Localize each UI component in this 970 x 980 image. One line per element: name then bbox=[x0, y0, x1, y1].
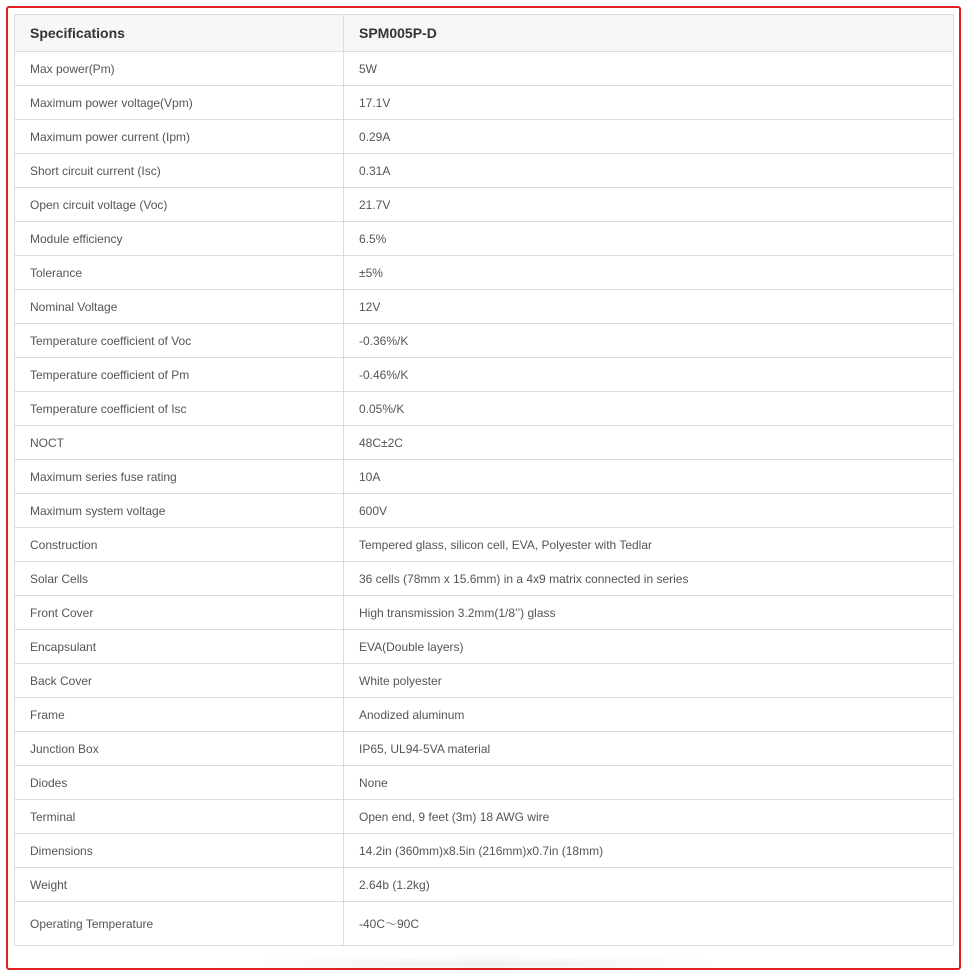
table-row bbox=[15, 698, 954, 732]
spec-label: Module efficiency bbox=[15, 222, 344, 256]
table-header-row bbox=[15, 15, 954, 52]
spec-label: Short circuit current (Isc) bbox=[15, 154, 344, 188]
spec-value: 2.64b (1.2kg) bbox=[344, 868, 954, 902]
spec-label: NOCT bbox=[15, 426, 344, 460]
table-row bbox=[15, 630, 954, 664]
header-model-cell: SPM005P-D bbox=[344, 15, 954, 52]
spec-value: -0.46%/K bbox=[344, 358, 954, 392]
spec-value: 21.7V bbox=[344, 188, 954, 222]
spec-value: 12V bbox=[344, 290, 954, 324]
spec-label: Back Cover bbox=[15, 664, 344, 698]
spec-label: Tolerance bbox=[15, 256, 344, 290]
spec-value: 14.2in (360mm)x8.5in (216mm)x0.7in (18mm) bbox=[344, 834, 954, 868]
spec-label: Temperature coefficient of Isc bbox=[15, 392, 344, 426]
spec-label: Maximum system voltage bbox=[15, 494, 344, 528]
table-row bbox=[15, 86, 954, 120]
table-row bbox=[15, 596, 954, 630]
table-row bbox=[15, 256, 954, 290]
table-row bbox=[15, 528, 954, 562]
spec-value: 6.5% bbox=[344, 222, 954, 256]
spec-label: Temperature coefficient of Voc bbox=[15, 324, 344, 358]
spec-value: None bbox=[344, 766, 954, 800]
spec-label: Diodes bbox=[15, 766, 344, 800]
table-row bbox=[15, 766, 954, 800]
table-row bbox=[15, 324, 954, 358]
spec-value: EVA(Double layers) bbox=[344, 630, 954, 664]
spec-value: IP65, UL94-5VA material bbox=[344, 732, 954, 766]
spec-label: Terminal bbox=[15, 800, 344, 834]
table-row bbox=[15, 800, 954, 834]
spec-label: Frame bbox=[15, 698, 344, 732]
spec-value: -0.36%/K bbox=[344, 324, 954, 358]
spec-label: Weight bbox=[15, 868, 344, 902]
specifications-table bbox=[14, 14, 954, 946]
table-row bbox=[15, 52, 954, 86]
table-row bbox=[15, 902, 954, 946]
spec-value: 17.1V bbox=[344, 86, 954, 120]
spec-value: Open end, 9 feet (3m) 18 AWG wire bbox=[344, 800, 954, 834]
spec-value: White polyester bbox=[344, 664, 954, 698]
spec-label: Dimensions bbox=[15, 834, 344, 868]
table-row bbox=[15, 664, 954, 698]
table-row bbox=[15, 834, 954, 868]
spec-label: Maximum series fuse rating bbox=[15, 460, 344, 494]
table-row bbox=[15, 358, 954, 392]
spec-value: 0.29A bbox=[344, 120, 954, 154]
table-row bbox=[15, 120, 954, 154]
table-row bbox=[15, 868, 954, 902]
spec-label: Solar Cells bbox=[15, 562, 344, 596]
spec-label: Nominal Voltage bbox=[15, 290, 344, 324]
spec-label: Maximum power voltage(Vpm) bbox=[15, 86, 344, 120]
table-row bbox=[15, 426, 954, 460]
spec-value: 600V bbox=[344, 494, 954, 528]
spec-label: Encapsulant bbox=[15, 630, 344, 664]
spec-label: Temperature coefficient of Pm bbox=[15, 358, 344, 392]
spec-value: 0.05%/K bbox=[344, 392, 954, 426]
table-row bbox=[15, 290, 954, 324]
header-label-cell: Specifications bbox=[15, 15, 344, 52]
spec-value: -40C～90C bbox=[344, 902, 954, 946]
table-row bbox=[15, 154, 954, 188]
spec-label: Operating Temperature bbox=[15, 902, 344, 946]
spec-value: Tempered glass, silicon cell, EVA, Polyester with Tedlar bbox=[344, 528, 954, 562]
table-row bbox=[15, 732, 954, 766]
spec-label: Front Cover bbox=[15, 596, 344, 630]
spec-label: Max power(Pm) bbox=[15, 52, 344, 86]
table-row bbox=[15, 188, 954, 222]
spec-value: Anodized aluminum bbox=[344, 698, 954, 732]
spec-value: ±5% bbox=[344, 256, 954, 290]
spec-label: Maximum power current (Ipm) bbox=[15, 120, 344, 154]
table-row bbox=[15, 222, 954, 256]
spec-label: Construction bbox=[15, 528, 344, 562]
spec-value: High transmission 3.2mm(1/8’’) glass bbox=[344, 596, 954, 630]
spec-value: 36 cells (78mm x 15.6mm) in a 4x9 matrix connected in series bbox=[344, 562, 954, 596]
spec-label: Junction Box bbox=[15, 732, 344, 766]
table-row bbox=[15, 562, 954, 596]
spec-value: 48C±2C bbox=[344, 426, 954, 460]
table-row bbox=[15, 392, 954, 426]
table-row bbox=[15, 460, 954, 494]
spec-value: 0.31A bbox=[344, 154, 954, 188]
spec-value: 5W bbox=[344, 52, 954, 86]
spec-label: Open circuit voltage (Voc) bbox=[15, 188, 344, 222]
table-row bbox=[15, 494, 954, 528]
spec-value: 10A bbox=[344, 460, 954, 494]
